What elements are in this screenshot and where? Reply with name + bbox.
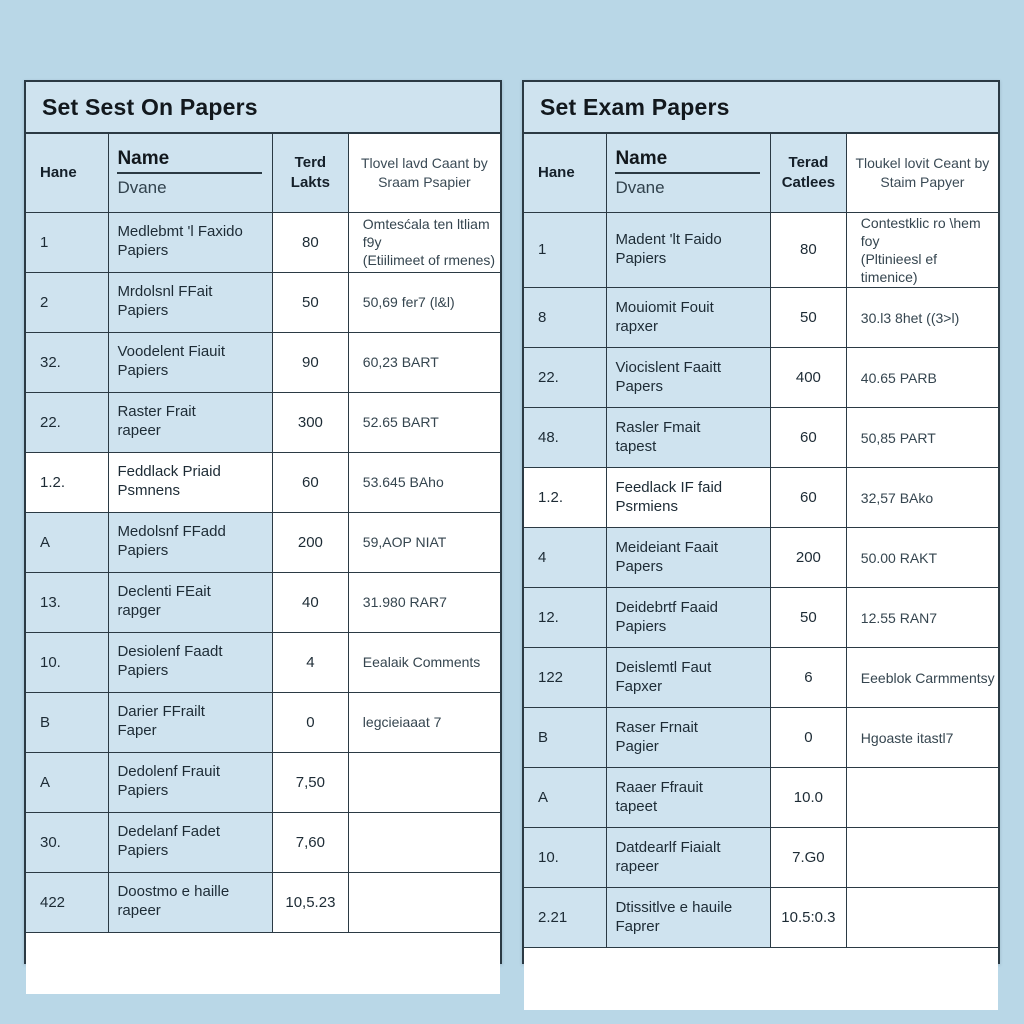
cell-hane: 4 [524,528,607,588]
cell-name-line1: Dedolenf Frauit [117,763,220,781]
cell-name-line1: Feedlack IF faid [615,479,723,496]
cell-hane: 1 [524,212,607,288]
cell-note [348,452,500,512]
table-row[interactable] [26,212,500,272]
cell-terd: 0 [770,708,846,768]
cell-name-line1: Dedelanf Fadet [117,823,221,841]
table-footer-row [26,932,500,994]
cell-terd: 4 [272,632,348,692]
table-row[interactable] [524,828,998,888]
column-header-name-secondary: Dvane [615,177,665,197]
column-header-note[interactable] [348,134,500,212]
table-row[interactable] [26,392,500,452]
footer-cell [846,948,998,1010]
cell-hane: 10. [26,632,109,692]
cell-name [109,272,273,332]
cell-name [607,212,771,288]
cell-name [109,332,273,392]
cell-name-line1: Madent 'lt Faido [615,231,722,249]
cell-hane: 2 [26,272,109,332]
cell-hane: 1.2. [26,452,109,512]
card-title: Set Sest On Papers [26,82,500,134]
cell-terd: 7,60 [272,812,348,872]
cell-name-line1: Raster Frait [117,403,196,421]
cell-note [348,572,500,632]
cell-name-line2: tapeet [615,797,658,815]
cell-name [607,288,771,348]
table-row[interactable] [524,468,998,528]
footer-cell [109,932,273,994]
cell-name-line2: Papiers [615,617,667,635]
cell-note [846,408,998,468]
cell-name-line2: Papiers [117,542,169,559]
cell-note-line1: 53.645 BAho [362,473,444,490]
cell-name-line1: Darier FFrailt [117,703,205,721]
column-header-note-line2: Sraam Psapier [378,173,471,190]
cell-note-line1: 59,AOP NIAT [362,533,447,550]
cell-terd: 6 [770,648,846,708]
cell-note-line1: 40.65 PARB [860,369,937,386]
cell-name-line1: Mouiomit Fouit [615,299,714,316]
column-header-hane[interactable]: Hane [26,134,109,212]
column-header-note-line2: Staim Papyer [880,173,965,190]
footer-cell [26,932,109,994]
cell-note-line1: Contestklic ro \hem foy [860,214,981,249]
table-header-row [26,134,500,212]
cell-name-line2: Papiers [117,242,169,259]
cell-name-line2: Faprer [615,917,660,935]
cell-note-line1: legcieiaaat 7 [362,713,442,730]
cell-name-line2: Papiers [117,302,169,319]
cell-note [846,708,998,768]
column-header-terd-line1: Terd [294,153,327,171]
footer-cell [272,932,348,994]
cell-terd: 50 [770,288,846,348]
cell-hane: A [524,768,607,828]
table-footer-row [524,948,998,1010]
cell-note [348,812,500,872]
cell-terd: 90 [272,332,348,392]
cell-note [846,828,998,888]
cell-name-line1: Viocislent Faaitt [615,359,722,376]
cell-note [348,692,500,752]
cell-terd: 60 [770,468,846,528]
column-header-name[interactable] [607,134,771,212]
cell-name-line1: Declenti FEait [117,583,211,601]
cell-note [348,872,500,932]
cell-hane: 22. [524,348,607,408]
table-row[interactable] [26,452,500,512]
table-card [522,80,1000,964]
cell-hane: 2.21 [524,888,607,948]
cell-hane: 422 [26,872,109,932]
column-header-name[interactable] [109,134,273,212]
column-header-terd-line2: Lakts [290,173,330,191]
cell-note-line1: Eealaik Comments [362,653,481,670]
cell-name-line1: Raser Frnait [615,719,698,736]
cell-note [846,348,998,408]
cell-name [607,768,771,828]
cell-note [348,212,500,272]
cell-note [348,392,500,452]
cell-hane: B [524,708,607,768]
cell-name-line1: Medolsnf FFadd [117,523,226,541]
column-header-note-line1: Tlovel lavd Caant by [360,154,488,171]
cell-hane: A [26,512,109,572]
cell-name [607,408,771,468]
cell-hane: 8 [524,288,607,348]
cell-terd: 10.0 [770,768,846,828]
cell-name-line1: Mrdolsnl FFait [117,283,213,301]
cell-hane: 10. [524,828,607,888]
cell-terd: 60 [770,408,846,468]
cell-terd: 40 [272,572,348,632]
cell-name [109,212,273,272]
table-row[interactable] [26,872,500,932]
cell-note-line1: 30.l3 8het ((3>l) [860,309,960,326]
cell-name [109,512,273,572]
cell-hane: 48. [524,408,607,468]
cell-name [109,692,273,752]
cell-name [607,828,771,888]
cell-hane: 30. [26,812,109,872]
cell-name-line2: rapxer [615,317,658,335]
cell-name [607,528,771,588]
cell-terd: 300 [272,392,348,452]
cell-name [607,588,771,648]
cell-note [846,212,998,288]
cell-name-line2: Pagier [615,737,659,755]
cell-note [846,588,998,648]
cell-terd: 7.G0 [770,828,846,888]
table-row[interactable] [524,648,998,708]
table-row[interactable] [26,812,500,872]
column-header-name-secondary: Dvane [117,177,167,197]
cell-name-line1: Rasler Fmait [615,419,701,436]
cell-name-line2: rapeer [117,422,161,439]
cell-terd: 80 [770,212,846,288]
cell-note-line1: 50.00 RAKT [860,549,938,566]
table-row[interactable] [26,512,500,572]
cell-name-line1: Dtissitlve e hauile [615,899,733,916]
cell-name [109,632,273,692]
cell-name-line2: Papiers [117,782,169,799]
cell-name [109,392,273,452]
cell-name-line2: Psrmiens [615,497,678,515]
cell-hane: 122 [524,648,607,708]
cell-name-line1: Desiolenf Faadt [117,643,223,661]
column-header-terd-line1: Terad [788,153,829,171]
cell-terd: 50 [770,588,846,648]
cell-hane: 13. [26,572,109,632]
cell-name [607,648,771,708]
column-header-terd-line2: Catlees [781,173,836,191]
cell-hane: 1.2. [524,468,607,528]
cell-name-line2: Papiers [117,842,169,859]
cell-note [348,632,500,692]
cell-note [846,528,998,588]
table-row[interactable] [524,768,998,828]
column-header-terd[interactable] [272,134,348,212]
cell-note [846,888,998,948]
column-header-note[interactable] [846,134,998,212]
cell-name-line2: rapeer [615,857,659,875]
cell-name-line1: Voodelent Fiauit [117,343,226,361]
table-row[interactable] [524,888,998,948]
table-row[interactable] [26,572,500,632]
cell-terd: 10.5:0.3 [770,888,846,948]
table-row[interactable] [524,528,998,588]
table-row[interactable] [26,692,500,752]
cell-terd: 50 [272,272,348,332]
cell-name-line1: Feddlack Priaid [117,463,221,481]
cell-note-line1: Eeeblok Carmmentsy [860,669,995,686]
column-header-note-line1: Tloukel lovit Ceant by [855,154,990,171]
cell-name-line2: Papiers [117,662,169,679]
cell-name [109,872,273,932]
cell-note-line2: (Etiilimeet of rmenes) [362,252,496,269]
cell-note [846,648,998,708]
table-row[interactable] [26,752,500,812]
cell-name-line2: Papiers [117,362,169,379]
cell-name [109,752,273,812]
cell-name-line2: rapger [117,602,161,619]
cell-note-line1: 52.65 BART [362,413,439,430]
table-row[interactable] [524,588,998,648]
cell-note [348,512,500,572]
cell-note-line1: Hgoaste itastl7 [860,729,954,746]
cell-name-line1: Datdearlf Fiaialt [615,839,721,856]
cell-hane: 32. [26,332,109,392]
cell-terd: 80 [272,212,348,272]
cell-note [846,288,998,348]
cell-name-line2: Papers [615,557,663,575]
cell-name [607,348,771,408]
cell-name-line1: Deislemtl Faut [615,659,712,676]
cell-name [109,452,273,512]
table-row[interactable] [524,348,998,408]
column-header-name-primary: Name [117,148,262,174]
cell-terd: 200 [770,528,846,588]
column-header-name-primary: Name [615,148,760,174]
cell-name-line1: Doostmo e haille [117,883,230,901]
table-row[interactable] [524,408,998,468]
cell-note-line1: 50,85 PART [860,429,936,446]
cell-name-line2: Papiers [615,249,667,267]
cell-name [109,812,273,872]
papers-table [26,134,500,994]
cell-note-line1: 31.980 RAR7 [362,593,447,610]
footer-cell [770,948,846,1010]
table-row[interactable] [524,288,998,348]
cell-name-line2: Papers [615,377,663,395]
cell-name [607,468,771,528]
cell-note-line1: Omtesćala ten ltliam f9y [362,215,490,250]
table-header-row [524,134,998,212]
cell-name-line2: Faper [117,722,157,739]
cell-note [846,468,998,528]
cell-note [846,768,998,828]
cell-note [348,332,500,392]
footer-cell [524,948,607,1010]
cell-name-line1: Raaer Ffrauit [615,779,703,796]
column-header-terd[interactable] [770,134,846,212]
cell-note-line1: 12.55 RAN7 [860,609,938,626]
cell-note-line2: (Pltinieesl ef timenice) [860,250,938,286]
cell-note [348,272,500,332]
papers-table [524,134,998,1010]
cell-name-line2: rapeer [117,902,161,919]
cell-name [109,572,273,632]
cell-hane: 12. [524,588,607,648]
cell-name-line1: Meideiant Faait [615,539,718,556]
cell-name-line2: tapest [615,437,657,455]
cell-name [607,708,771,768]
cell-note [348,752,500,812]
cell-terd: 200 [272,512,348,572]
cell-terd: 60 [272,452,348,512]
cell-name-line1: Medlebmt 'l Faxido [117,223,243,241]
cell-terd: 0 [272,692,348,752]
cell-terd: 10,5.23 [272,872,348,932]
table-row[interactable] [26,332,500,392]
cell-note-line1: 32,57 BAko [860,489,934,506]
table-row[interactable] [524,212,998,288]
table-row[interactable] [26,632,500,692]
cell-name [607,888,771,948]
table-row[interactable] [26,272,500,332]
cell-terd: 400 [770,348,846,408]
footer-cell [607,948,771,1010]
cell-note-line1: 60,23 BART [362,353,439,370]
cell-name-line2: Fapxer [615,677,663,695]
cell-hane: 22. [26,392,109,452]
cell-name-line2: Psmnens [117,482,180,499]
cell-terd: 7,50 [272,752,348,812]
cell-hane: B [26,692,109,752]
table-card [24,80,502,964]
cell-hane: 1 [26,212,109,272]
cell-hane: A [26,752,109,812]
cell-name-line1: Deidebrtf Faaid [615,599,718,616]
table-row[interactable] [524,708,998,768]
card-title: Set Exam Papers [524,82,998,134]
cell-note-line1: 50,69 fer7 (l&l) [362,293,455,310]
footer-cell [348,932,500,994]
column-header-hane[interactable]: Hane [524,134,607,212]
